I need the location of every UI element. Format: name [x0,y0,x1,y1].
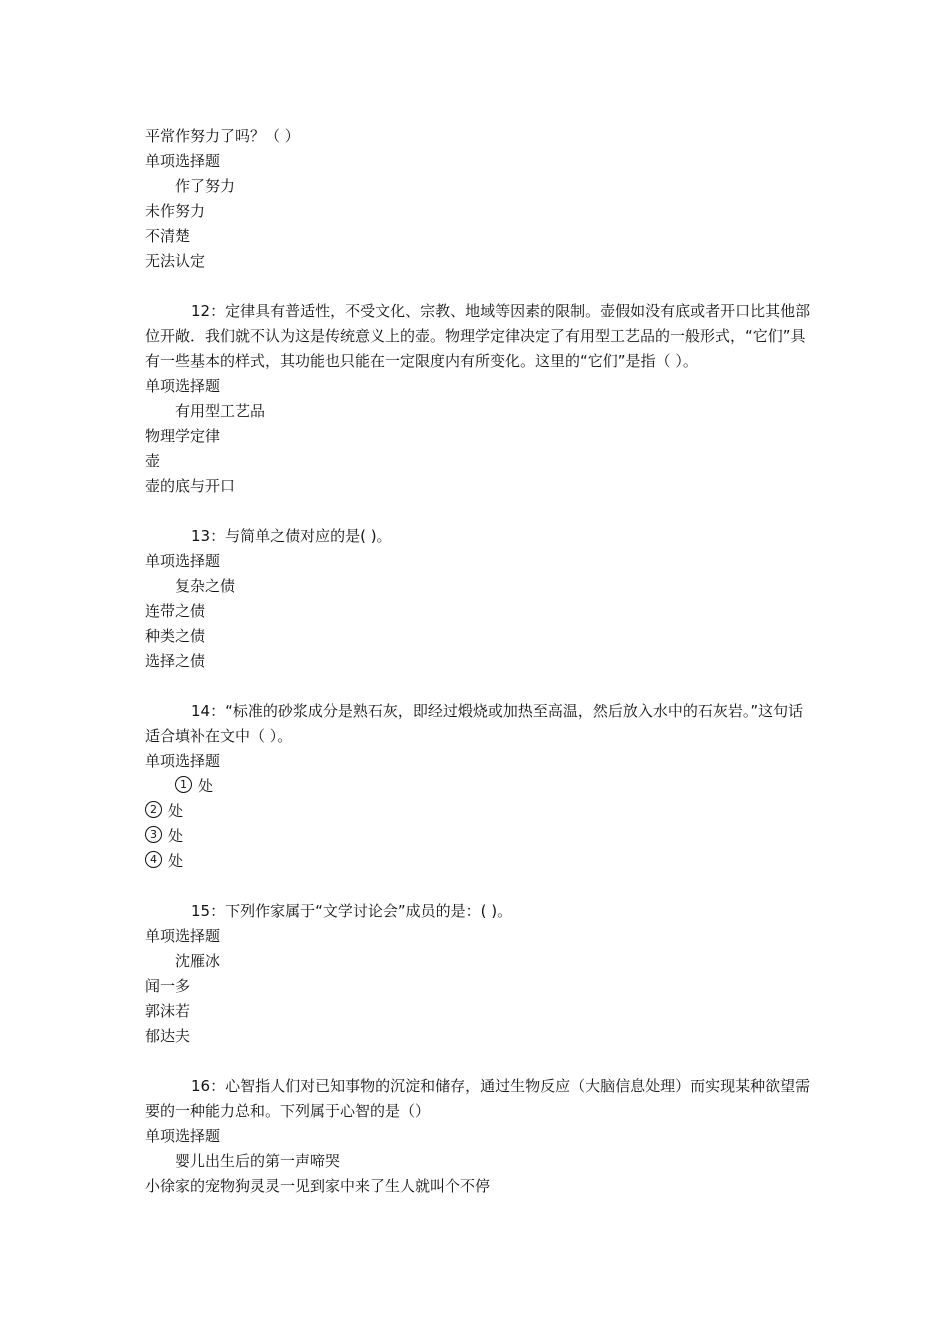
option-a: 婴儿出生后的第一声啼哭 [175,1152,341,1170]
question-stem: 平常作努力了吗？（ ） [145,127,300,145]
circled-number-1: 1 [175,776,192,793]
option-d: 壶的底与开口 [145,477,236,495]
question-block-14 [145,699,815,874]
option-c [145,824,815,849]
circled-number-2: 2 [145,801,162,818]
option-b: 闻一多 [145,977,191,995]
option-text: 处 [168,852,184,870]
circled-number-3: 3 [145,826,162,843]
option-b [145,799,815,824]
question-type-label: 单项选择题 [145,1127,221,1145]
option-b: 小徐家的宠物狗灵灵一见到家中来了生人就叫个不停 [145,1177,491,1195]
option-c: 壶 [145,452,161,470]
option-text: 处 [168,827,184,845]
option-b: 未作努力 [145,202,206,220]
option-d: 无法认定 [145,252,206,270]
option-c: 种类之债 [145,627,206,645]
question-block-15 [145,899,815,1049]
document-content [145,124,815,1199]
circled-number-4: 4 [145,851,162,868]
option-a: 沈雁冰 [175,952,221,970]
question-type-label: 单项选择题 [145,927,221,945]
option-a: 复杂之债 [175,577,236,595]
question-type-label: 单项选择题 [145,752,221,770]
option-a: 作了努力 [175,177,236,195]
option-a: 有用型工艺品 [175,402,266,420]
option-text: 处 [198,777,214,795]
option-d: 郁达夫 [145,1027,191,1045]
question-stem: 16：心智指人们对已知事物的沉淀和储存，通过生物反应（大脑信息处理）而实现某种欲望需要的一种能力总和。下列属于心智的是（） [145,1077,811,1120]
option-c: 不清楚 [145,227,191,245]
option-d: 选择之债 [145,652,206,670]
option-a [145,774,815,799]
question-stem: 14：“标准的砂浆成分是熟石灰，即经过煅烧或加热至高温，然后放入水中的石灰岩。”这句话适合填补在文中（ ）。 [145,702,804,745]
option-d [145,849,815,874]
question-stem: 13：与简单之债对应的是( )。 [191,527,392,545]
question-type-label: 单项选择题 [145,377,221,395]
question-block-prev [145,124,815,274]
question-type-label: 单项选择题 [145,152,221,170]
question-block-16 [145,1074,815,1199]
question-block-12 [145,299,815,499]
question-stem: 12：定律具有普适性，不受文化、宗教、地域等因素的限制。壶假如没有底或者开口比其他部位开敞．我们就不认为这是传统意义上的壶。物理学定律决定了有用型工艺品的一般形式，“它们”具有一些基本的样式，其功能也只能在一定限度内有所变化。这里的“它们”是指（ ）。 [145,302,811,370]
question-stem: 15：下列作家属于“文学讨论会”成员的是：( )。 [191,902,513,920]
option-b: 连带之债 [145,602,206,620]
option-text: 处 [168,802,184,820]
option-c: 郭沫若 [145,1002,191,1020]
question-type-label: 单项选择题 [145,552,221,570]
option-b: 物理学定律 [145,427,221,445]
question-block-13 [145,524,815,674]
